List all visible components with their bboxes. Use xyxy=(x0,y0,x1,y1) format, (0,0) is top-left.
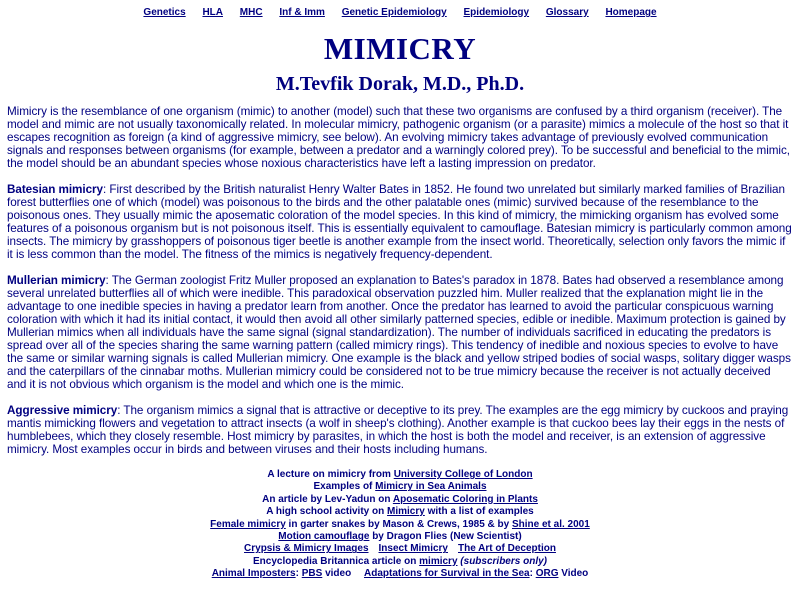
sea-animals-link[interactable]: Mimicry in Sea Animals xyxy=(375,481,487,493)
link-line-text: An article by Lev-Yadun on xyxy=(262,493,393,505)
mullerian-paragraph xyxy=(7,274,793,391)
britannica-link[interactable]: mimicry xyxy=(419,555,458,567)
mullerian-term: Mullerian mimicry xyxy=(7,274,106,287)
crypsis-images-link[interactable]: Crypsis & Mimicry Images xyxy=(244,543,369,555)
aggressive-term: Aggressive mimicry xyxy=(7,404,118,417)
female-mimicry-link[interactable]: Female mimicry xyxy=(210,518,286,530)
insect-mimicry-link[interactable]: Insect Mimicry xyxy=(378,543,448,555)
link-line-text: A high school activity on xyxy=(266,506,388,518)
nav-link-hla[interactable]: HLA xyxy=(202,7,224,18)
ucl-link[interactable]: University College of London xyxy=(393,469,533,480)
link-line-text: Encyclopedia Britannica article on xyxy=(252,555,420,567)
link-line-motion-camouflage xyxy=(0,531,800,543)
nav-link-epidemiology[interactable]: Epidemiology xyxy=(463,7,530,18)
author-name: M.Tevfik Dorak, M.D., Ph.D. xyxy=(275,73,525,95)
link-line-text: video xyxy=(322,568,354,580)
art-of-deception-link[interactable]: The Art of Deception xyxy=(458,543,556,555)
aggressive-text: : The organism mimics a signal that is attractive or deceptive to its prey. The examples are the egg mimicry by cuckoos and praying mantis mimicking flowers and vegetation to attract insects (a wolf in sheep's clothing). Another example is that cuckoo bees lay their eggs in the nests of humblebees, which they closely resemble. Host mimicry by parasites, in which the host is both the model and receiver, is an extension of aggressive mimicry. Most examples occur in birds and between viruses and their hosts including humans. xyxy=(7,404,789,456)
link-line-text: : xyxy=(529,568,536,580)
link-line-text: in garter snakes by Mason & Crews, 1985 & by xyxy=(285,518,512,530)
link-line-garter-snakes xyxy=(0,519,800,531)
link-line-text: by Dragon Flies (New Scientist) xyxy=(372,531,522,543)
motion-camouflage-link[interactable]: Motion camouflage xyxy=(278,531,370,543)
mimicry-activity-link[interactable]: Mimicry xyxy=(387,506,425,518)
nav-link-mhc[interactable]: MHC xyxy=(239,7,263,18)
link-line-text: Examples of xyxy=(313,481,376,493)
link-line-high-school xyxy=(0,506,800,518)
batesian-term: Batesian mimicry xyxy=(7,183,103,196)
batesian-paragraph xyxy=(7,183,793,261)
aposematic-plants-link[interactable]: Aposematic Coloring in Plants xyxy=(392,493,538,505)
link-line-videos xyxy=(0,568,800,580)
link-line-text: with a list of examples xyxy=(427,506,534,518)
aggressive-paragraph xyxy=(7,404,793,456)
nav-link-homepage[interactable]: Homepage xyxy=(605,7,657,18)
subscribers-note: (subscribers only) xyxy=(460,555,547,567)
shine-link[interactable]: Shine et al. 2001 xyxy=(511,518,590,530)
nav-link-genetic-epidemiology[interactable]: Genetic Epidemiology xyxy=(341,7,447,18)
link-line-images xyxy=(0,543,800,555)
link-line-text: A lecture on mimicry from xyxy=(267,469,394,480)
link-line-lecture xyxy=(0,469,800,481)
link-line-text: : xyxy=(295,568,302,580)
resource-links xyxy=(0,469,800,581)
link-line-sea-animals xyxy=(0,481,800,493)
batesian-text: : First described by the British naturalist Henry Walter Bates in 1852. He found two unrelated but similarly marked families of Brazilian forest butterflies one of which (model) was poisonous to the birds and the other palatable ones (mimic) survived because of the resemblance to the poisonous ones. They usually mimic the aposematic coloration of the model species. In this kind of mimicry, the mimicking organism has evolved some features of a poisonous organism but is not poisonous itself. This is essentially equivalent to camouflage. Batesian mimicry is particularly common among insects. The mimicry by grasshoppers of poisonous tiger beetle is another example from the insect world. Theoretically, selection only favors the mimic if it is less common than the model. The fitness of the mimics is negatively frequency-dependent. xyxy=(7,183,792,261)
top-navigation xyxy=(0,0,800,21)
animal-imposters-link[interactable]: Animal Imposters xyxy=(211,568,296,580)
link-line-text: Video xyxy=(558,568,589,580)
page-title: MIMICRY xyxy=(323,31,477,66)
nav-link-glossary[interactable]: Glossary xyxy=(545,7,589,18)
nav-link-inf-imm[interactable]: Inf & Imm xyxy=(279,7,325,18)
adaptations-link[interactable]: Adaptations for Survival in the Sea xyxy=(363,568,530,580)
nav-link-genetics[interactable]: Genetics xyxy=(143,7,186,18)
link-line-britannica xyxy=(0,556,800,568)
pbs-link[interactable]: PBS xyxy=(301,568,323,580)
link-line-plants xyxy=(0,494,800,506)
intro-paragraph: Mimicry is the resemblance of one organism (mimic) to another (model) such that these two organisms are confused by a third organism (receiver). The model and mimic are not usually taxonomically related. In molecular mimicry, pathogenic organism (or a parasite) mimics a molecule of the host so that it escapes recognition as foreign (a kind of aggressive mimicry, see below). An evolving mimicry takes advantage of previously evolved communication signals and responses between organisms (for example, between a predator and a warningly colored prey). To be successful and beneficial to the mimic, the model should be an abundant species whose noxious characteristics have left a lasting impression on predator. xyxy=(7,105,790,170)
main-content xyxy=(0,105,800,456)
mullerian-text: : The German zoologist Fritz Muller proposed an explanation to Bates's paradox in 1878. Bates had observed a resemblance among several unrelated butterflies all of which were inedible. This paradoxical observation puzzled him. Muller realized that the explanation might lie in the advantage to one inedible species in having a predator learn from another. Once the predator has learned to avoid the particular conspicuous warning coloration with which it had its initial contact, it would then avoid all other similarly patterned species, edible or inedible. Maximum protection is gained by Mullerian mimics when all individuals have the same signal (signal standardization). The number of individuals sacrificed in educating the predators is spread over all of the species sharing the same warning pattern (called mimicry rings). This tendency of inedible and noxious species to evolve to have the same or similar warning signals is called Mullerian mimicry. One example is the black and yellow striped bodies of social wasps, solitary digger wasps and the caterpillars of the cinnabar moths. Mullerian mimicry could be considered not to be true mimicry because the receiver is not actually deceived and it is not obvious which organism is the model and which one is the mimic. xyxy=(7,274,791,391)
org-link[interactable]: ORG xyxy=(535,568,559,580)
